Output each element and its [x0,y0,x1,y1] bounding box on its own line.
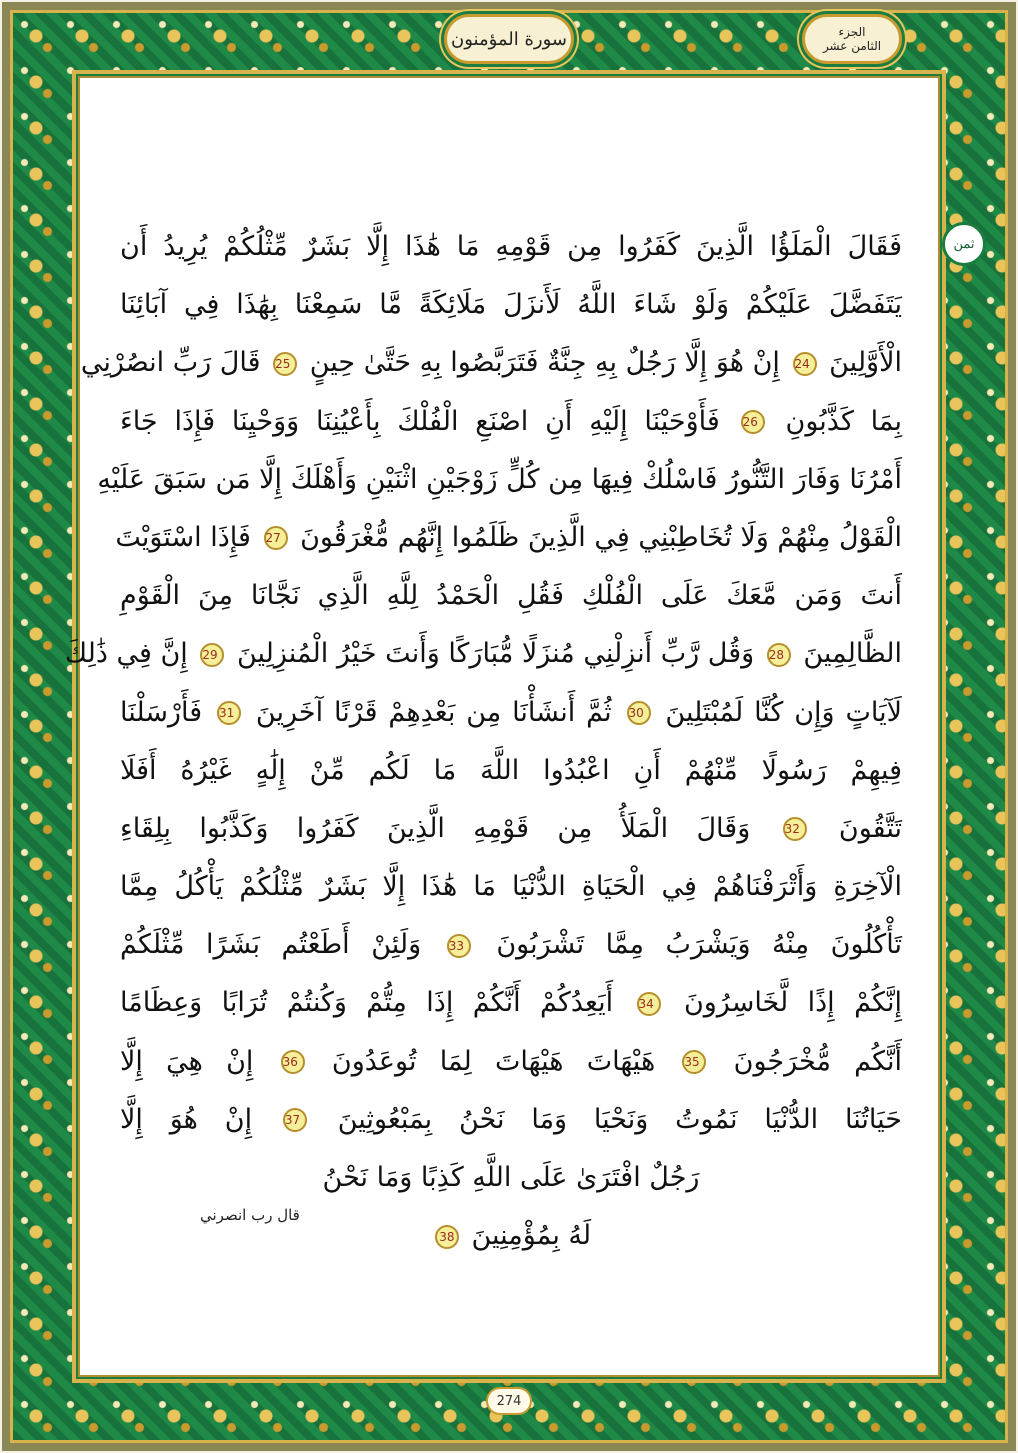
text-line [80,334,902,392]
text-line [120,858,902,916]
verse-text: ثُمَّ أَنشَأْنَا مِن بَعْدِهِمْ قَرْنًا آخَرِينَ [255,696,612,728]
verse-text: فَإِذَا اسْتَوَيْتَ [115,521,251,553]
text-line [120,1033,902,1091]
verse-text: لَهُ بِمُؤْمِنِينَ [471,1220,592,1252]
ayah-number-marker: 34 [637,992,661,1016]
ayah-number-marker: 31 [217,701,241,725]
text-line [64,625,902,683]
thumn-marker: ثمن [942,222,986,266]
ayah-number-marker: 29 [200,643,224,667]
ayah-number-marker: 35 [682,1050,706,1074]
text-page [64,76,940,1377]
ayah-number-marker: 32 [783,817,807,841]
verse-text: الْآخِرَةِ وَأَتْرَفْنَاهُمْ فِي الْحَيَاةِ الدُّنْيَا مَا هَٰذَا إِلَّا بَشَرٌ مِّثْلُكُمْ يَأْكُلُ مِمَّا [120,871,902,903]
verse-text: الْقَوْلُ مِنْهُمْ وَلَا تُخَاطِبْنِي فِي الَّذِينَ ظَلَمُوا إِنَّهُم مُّغْرَقُونَ [300,521,902,553]
verse-text: أَنَّكُم مُّخْرَجُونَ [733,1045,903,1077]
ayah-number-marker: 27 [264,526,288,550]
text-line [120,742,902,800]
verse-text: يَتَفَضَّلَ عَلَيْكُمْ وَلَوْ شَاءَ اللَّهُ لَأَنزَلَ مَلَائِكَةً مَّا سَمِعْنَا بِهَٰذَا فِي آبَائِنَا [120,289,902,321]
verse-text: قَالَ رَبِّ انصُرْنِي [80,347,261,379]
verse-text: الظَّالِمِينَ [803,638,902,670]
verse-text: حَيَاتُنَا الدُّنْيَا نَمُوتُ وَنَحْيَا وَمَا نَحْنُ بِمَبْعُوثِينَ [337,1103,902,1135]
surah-title: سورة المؤمنون [444,14,574,64]
juz-label-line1: الجزء [838,25,866,39]
ayah-number-marker: 30 [627,701,651,725]
text-line [120,684,902,742]
text-line [120,800,902,858]
text-line [115,509,902,567]
ayah-number-marker: 24 [793,352,817,376]
text-line [97,451,902,509]
text-line [120,974,902,1032]
text-line [120,393,902,451]
verse-text: وَلَئِنْ أَطَعْتُم بَشَرًا مِّثْلَكُمْ [120,929,422,961]
verse-text: فَأَرْسَلْنَا [120,696,203,728]
ayah-number-marker: 36 [281,1050,305,1074]
verse-text: أَيَعِدُكُمْ أَنَّكُمْ إِذَا مِتُّمْ وَكُنتُمْ تُرَابًا وَعِظَامًا [120,987,614,1019]
verse-text: فَأَوْحَيْنَا إِلَيْهِ أَنِ اصْنَعِ الْفُلْكَ بِأَعْيُنِنَا وَوَحْيِنَا فَإِذَا جَاءَ [120,405,720,437]
verse-text: أَنتَ وَمَن مَّعَكَ عَلَى الْفُلْكِ فَقُلِ الْحَمْدُ لِلَّهِ الَّذِي نَجَّانَا مِنَ الْقَوْمِ [120,580,902,612]
verse-text: إِنْ هُوَ إِلَّا رَجُلٌ بِهِ جِنَّةٌ فَتَرَبَّصُوا بِهِ حَتَّىٰ حِينٍ [309,347,780,379]
verse-text: وَقُل رَّبِّ أَنزِلْنِي مُنزَلًا مُّبَارَكًا وَأَنتَ خَيْرُ الْمُنزِلِينَ [236,638,755,670]
text-line [120,218,902,276]
verse-text: إِنْ هُوَ إِلَّا [120,1103,253,1135]
juz-label-line2: الثامن عشر [822,39,882,53]
verse-text: أَمْرُنَا وَفَارَ التَّنُّورُ فَاسْلُكْ فِيهَا مِن كُلٍّ زَوْجَيْنِ اثْنَيْنِ وَأَهْلَكَ إِلَّا مَن سَبَقَ عَلَيْهِ [97,463,902,495]
ayah-number-marker: 28 [767,643,791,667]
verse-text: لَآيَاتٍ وَإِن كُنَّا لَمُبْتَلِينَ [665,696,903,728]
ayah-number-marker: 38 [435,1225,459,1249]
text-line [120,276,902,334]
quran-text-block [64,218,903,1265]
verse-text: هَيْهَاتَ هَيْهَاتَ لِمَا تُوعَدُونَ [331,1045,656,1077]
verse-text: بِمَا كَذَّبُونِ [785,405,902,437]
verse-text: إِنَّ فِي ذَٰلِكَ [64,638,188,670]
verse-text: فَقَالَ الْمَلَؤُا الَّذِينَ كَفَرُوا مِن قَوْمِهِ مَا هَٰذَا إِلَّا بَشَرٌ مِّثْلُكُمْ يُرِيدُ أَن [120,231,902,262]
verse-text: إِنَّكُمْ إِذًا لَّخَاسِرُونَ [683,987,902,1019]
verse-text: الْأَوَّلِينَ [829,347,902,379]
catchword: قال رب انصرني [200,1206,300,1224]
verse-text: فِيهِمْ رَسُولًا مِّنْهُمْ أَنِ اعْبُدُوا اللَّهَ مَا لَكُم مِّنْ إِلَٰهٍ غَيْرُهُ أَفَلَا [120,754,902,786]
ayah-number-marker: 26 [741,410,765,434]
text-line [120,1091,902,1149]
juz-label [802,14,902,64]
verse-text: رَجُلٌ افْتَرَىٰ عَلَى اللَّهِ كَذِبًا وَمَا نَحْنُ [322,1162,700,1193]
page-number: 274 [486,1387,532,1415]
ayah-number-marker: 33 [447,934,471,958]
ayah-number-marker: 25 [273,352,297,376]
text-line [120,916,902,974]
verse-text: وَقَالَ الْمَلَأُ مِن قَوْمِهِ الَّذِينَ كَفَرُوا وَكَذَّبُوا بِلِقَاءِ [120,812,751,844]
text-line [120,567,902,625]
verse-text: تَأْكُلُونَ مِنْهُ وَيَشْرَبُ مِمَّا تَشْرَبُونَ [496,929,902,961]
ayah-number-marker: 37 [283,1108,307,1132]
text-line [120,1149,902,1207]
verse-text: إِنْ هِيَ إِلَّا [120,1045,254,1077]
verse-text: تَتَّقُونَ [838,812,902,844]
